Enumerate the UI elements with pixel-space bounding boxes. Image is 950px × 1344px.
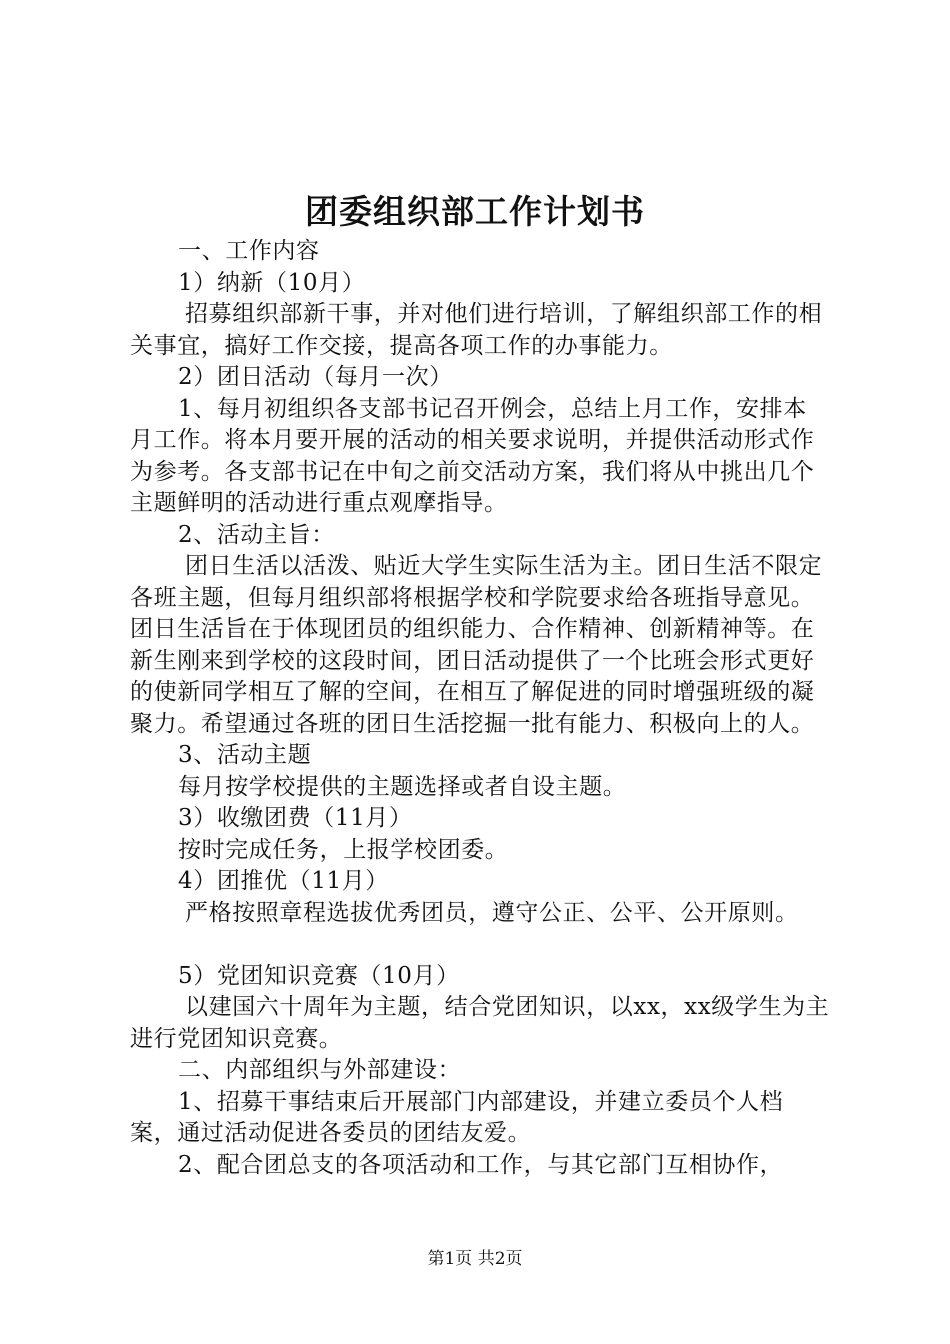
page-footer: 第1页 共2页 (427, 1249, 523, 1269)
paragraph: 按时完成任务，上报学校团委。 (178, 836, 509, 863)
paragraph: 团日生活以活泼、贴近大学生实际生活为主。团日生活不限定各班主题，但每月组织部将根据学校和学院要求给各班指导意见。团日生活旨在于体现团员的组织能力、合作精神、创新精神等。在新生刚来到学校的这段时间，团日活动提供了一个比班会形式更好的使新同学相互了解的空间，在相互了解促进的同时增强班级的凝聚力。希望通过各班的团日生活挖掘一批有能力、积极向上的人。 (130, 553, 823, 737)
subsection-heading: 1）纳新（10月） (178, 269, 366, 296)
paragraph: 招募组织部新干事，并对他们进行培训，了解组织部工作的相关事宜，搞好工作交接，提高各项工作的办事能力。 (130, 301, 823, 359)
paragraph: 以建国六十周年为主题，结合党团知识，以xx，xx级学生为主进行党团知识竞赛。 (130, 994, 830, 1052)
blank-line (130, 929, 830, 961)
paragraph: 1、每月初组织各支部书记召开例会，总结上月工作，安排本月工作。将本月要开展的活动的相关要求说明，并提供活动形式作为参考。各支部书记在中旬之前交活动方案，我们将从中挑出几个主题鲜明的活动进行重点观摩指导。 (130, 395, 815, 516)
document-body (130, 236, 830, 1181)
subsection-heading: 5）党团知识竞赛（10月） (178, 962, 460, 989)
section-heading: 一、工作内容 (178, 238, 320, 264)
paragraph: 2、配合团总支的各项活动和工作，与其它部门互相协作， (178, 1151, 784, 1178)
document-title: 团委组织部工作计划书 (305, 192, 645, 231)
subsection-heading: 3）收缴团费（11月） (178, 805, 413, 831)
item-heading: 3、活动主题 (178, 742, 312, 768)
paragraph: 严格按照章程选拔优秀团员，遵守公正、公平、公开原则。 (185, 899, 799, 926)
section-heading: 二、内部组织与外部建设： (178, 1057, 462, 1083)
subsection-heading: 2）团日活动（每月一次） (178, 364, 453, 390)
item-heading: 2、活动主旨： (178, 521, 335, 548)
paragraph: 每月按学校提供的主题选择或者自设主题。 (178, 773, 627, 800)
paragraph: 1、招募干事结束后开展部门内部建设，并建立委员个人档案，通过活动促进各委员的团结友爱。 (130, 1088, 784, 1146)
subsection-heading: 4）团推优（11月） (178, 868, 389, 894)
